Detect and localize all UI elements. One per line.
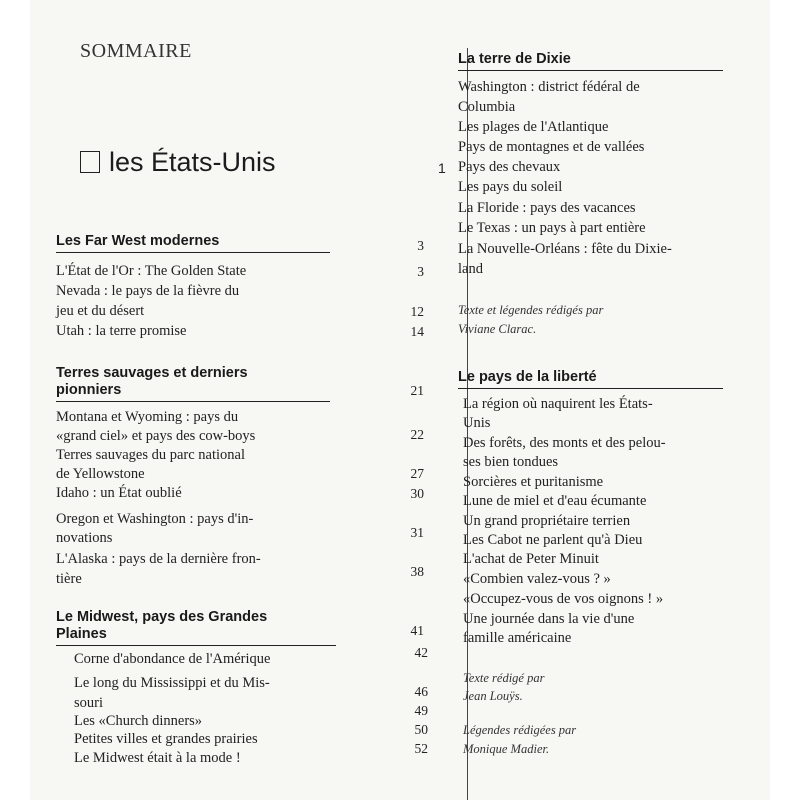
section-title-line: Plaines — [56, 626, 107, 642]
section-title-line: Le Midwest, pays des Grandes — [56, 609, 268, 625]
page-number: 12 — [410, 304, 424, 319]
toc-entry: Oregon et Washington : pays d'in- — [56, 511, 254, 527]
checkbox-icon — [80, 151, 100, 173]
page-number: 14 — [410, 324, 424, 339]
toc-entry: Terres sauvages du parc national — [56, 447, 246, 463]
toc-entry: land — [458, 261, 483, 277]
section-title-line: pionniers — [56, 382, 122, 398]
main-title — [80, 144, 276, 180]
page-number: 46 — [414, 684, 428, 699]
section-title-far-west: Les Far West modernes — [56, 233, 330, 253]
credit-author: Viviane Clarac. — [458, 322, 537, 336]
page-number: 21 — [410, 383, 424, 398]
page-number: 50 — [414, 722, 428, 737]
toc-entry: tière — [56, 571, 82, 587]
page-number: 3 — [417, 238, 424, 253]
toc-entry: Le long du Mississippi et du Mis- — [74, 675, 270, 691]
toc-entry: Le Texas : un pays à part entière — [458, 220, 646, 236]
page-number: 31 — [410, 525, 424, 540]
section-title-dixie: La terre de Dixie — [458, 51, 723, 71]
toc-entry: famille américaine — [463, 630, 572, 646]
page-number: 27 — [410, 466, 424, 481]
toc-entry: «grand ciel» et pays des cow-boys — [56, 428, 256, 444]
book-page — [30, 0, 770, 800]
main-title-page: 1 — [438, 160, 446, 176]
toc-entry: de Yellowstone — [56, 466, 145, 482]
toc-entry: Pays de montagnes et de vallées — [458, 139, 645, 155]
toc-entry: Montana et Wyoming : pays du — [56, 409, 239, 425]
page-number: 30 — [410, 486, 424, 501]
page-number: 38 — [410, 564, 424, 579]
page-number: 49 — [414, 703, 428, 718]
toc-entry: La Floride : pays des vacances — [458, 200, 636, 216]
page-number: 22 — [410, 427, 424, 442]
toc-entry: Pays des chevaux — [458, 159, 561, 175]
toc-entry: Washington : district fédéral de — [458, 79, 640, 95]
toc-entry: novations — [56, 530, 113, 546]
toc-entry: Nevada : le pays de la fièvre du — [56, 283, 240, 299]
credit-author: Monique Madier. — [463, 742, 550, 756]
section-title-line: Terres sauvages et derniers — [56, 365, 248, 381]
toc-entry: La région où naquirent les États- — [463, 396, 653, 412]
toc-entry: La Nouvelle-Orléans : fête du Dixie- — [458, 241, 672, 257]
toc-entry: Petites villes et grandes prairies — [74, 731, 258, 747]
page-number: 3 — [417, 264, 424, 279]
toc-entry: L'Alaska : pays de la dernière fron- — [56, 551, 261, 567]
toc-entry: L'État de l'Or : The Golden State — [56, 263, 247, 279]
page-number: 41 — [410, 623, 424, 638]
toc-entry: Des forêts, des monts et des pelou- — [463, 435, 666, 451]
toc-entry: Utah : la terre promise — [56, 323, 187, 339]
section-title-liberte: Le pays de la liberté — [458, 369, 723, 389]
toc-entry: «Combien valez-vous ? » — [463, 571, 611, 587]
toc-entry: Sorcières et puritanisme — [463, 474, 604, 490]
toc-entry: Corne d'abondance de l'Amérique — [74, 651, 271, 667]
toc-entry: Les Cabot ne parlent qu'à Dieu — [463, 532, 643, 548]
credit-text: Texte et légendes rédigés par — [458, 303, 604, 317]
page-number: 42 — [414, 645, 428, 660]
toc-entry: Un grand propriétaire terrien — [463, 513, 631, 529]
toc-entry: «Occupez-vous de vos oignons ! » — [463, 591, 664, 607]
credit-author: Jean Louÿs. — [463, 689, 523, 703]
toc-entry: Lune de miel et d'eau écumante — [463, 493, 647, 509]
toc-entry: ses bien tondues — [463, 454, 559, 470]
main-title-text: les États-Unis — [109, 146, 276, 177]
toc-entry: L'achat de Peter Minuit — [463, 551, 599, 567]
credit-text: Texte rédigé par — [463, 671, 545, 685]
toc-entry: Idaho : un État oublié — [56, 485, 182, 501]
toc-entry: souri — [74, 695, 103, 711]
section-title-terres-sauvages — [56, 365, 330, 402]
toc-entry: Les pays du soleil — [458, 179, 563, 195]
toc-entry: Les plages de l'Atlantique — [458, 119, 609, 135]
sommaire-heading: SOMMAIRE — [80, 40, 192, 62]
page-number: 52 — [414, 741, 428, 756]
toc-entry: jeu et du désert — [56, 303, 145, 319]
section-title-midwest — [56, 609, 336, 646]
toc-entry: Une journée dans la vie d'une — [463, 611, 635, 627]
toc-entry: Columbia — [458, 99, 516, 115]
credit-text: Légendes rédigées par — [463, 723, 577, 737]
toc-entry: Unis — [463, 415, 491, 431]
toc-entry: Les «Church dinners» — [74, 713, 203, 729]
toc-entry: Le Midwest était à la mode ! — [74, 750, 241, 766]
